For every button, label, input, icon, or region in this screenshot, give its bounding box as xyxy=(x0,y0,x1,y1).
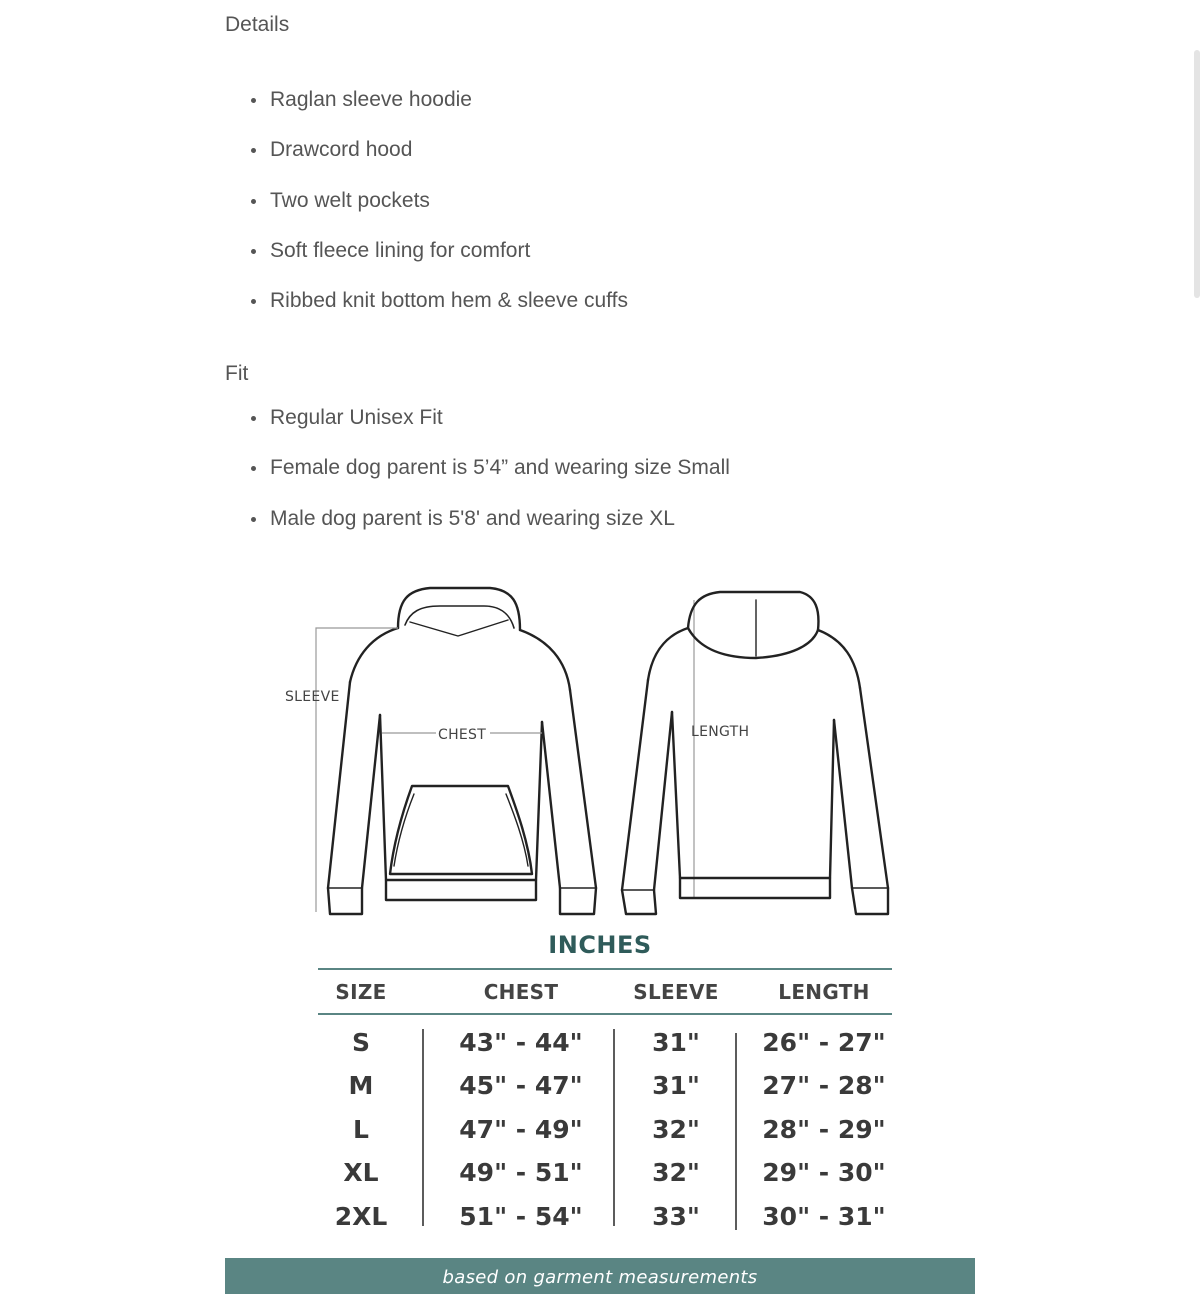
column-header-chest: CHEST xyxy=(483,980,559,1004)
cell-length: 29" - 30" xyxy=(762,1158,886,1187)
list-item: Male dog parent is 5'8' and wearing size XL xyxy=(225,507,730,557)
cell-chest: 45" - 47" xyxy=(459,1071,583,1100)
fit-list xyxy=(225,406,730,557)
cell-size: M xyxy=(348,1071,374,1100)
cell-length: 26" - 27" xyxy=(762,1028,886,1057)
cell-length: 30" - 31" xyxy=(762,1202,886,1231)
cell-chest: 51" - 54" xyxy=(459,1202,583,1231)
footer-note: based on garment measurements xyxy=(442,1267,758,1288)
table-row xyxy=(349,1071,886,1100)
cell-sleeve: 32" xyxy=(652,1115,700,1144)
chest-label: CHEST xyxy=(438,727,487,743)
cell-length: 27" - 28" xyxy=(762,1071,886,1100)
cell-size: L xyxy=(353,1115,369,1144)
cell-chest: 47" - 49" xyxy=(459,1115,583,1144)
column-header-length: LENGTH xyxy=(778,980,870,1004)
fit-heading: Fit xyxy=(225,362,249,385)
list-item: Ribbed knit bottom hem & sleeve cuffs xyxy=(225,289,628,339)
cell-size: S xyxy=(351,1028,371,1057)
table-row xyxy=(335,1202,886,1231)
details-list xyxy=(225,88,628,339)
scrollbar[interactable] xyxy=(1194,50,1200,298)
cell-sleeve: 33" xyxy=(652,1202,700,1231)
cell-sleeve: 31" xyxy=(652,1028,700,1057)
details-heading: Details xyxy=(225,13,290,36)
list-item: Female dog parent is 5’4” and wearing size Small xyxy=(225,456,730,506)
list-item: Raglan sleeve hoodie xyxy=(225,88,628,138)
hoodie-front-illustration xyxy=(328,588,596,914)
column-header-sleeve: SLEEVE xyxy=(633,980,719,1004)
sleeve-label: SLEEVE xyxy=(285,689,340,705)
units-title: INCHES xyxy=(548,931,652,959)
cell-chest: 43" - 44" xyxy=(459,1028,583,1057)
cell-size: XL xyxy=(343,1158,379,1187)
length-label: LENGTH xyxy=(691,724,750,740)
list-item: Drawcord hood xyxy=(225,138,628,188)
list-item: Soft fleece lining for comfort xyxy=(225,239,628,289)
cell-length: 28" - 29" xyxy=(762,1115,886,1144)
cell-size: 2XL xyxy=(334,1202,388,1231)
cell-sleeve: 32" xyxy=(652,1158,700,1187)
table-row xyxy=(352,1028,886,1057)
measurement-guides xyxy=(316,600,694,912)
cell-sleeve: 31" xyxy=(652,1071,700,1100)
size-chart-graphic xyxy=(0,560,1200,1300)
list-item: Regular Unisex Fit xyxy=(225,406,730,456)
table-row xyxy=(353,1115,886,1144)
hoodie-back-illustration xyxy=(622,592,888,914)
column-header-size: SIZE xyxy=(335,980,387,1004)
list-item: Two welt pockets xyxy=(225,189,628,239)
cell-chest: 49" - 51" xyxy=(459,1158,583,1187)
